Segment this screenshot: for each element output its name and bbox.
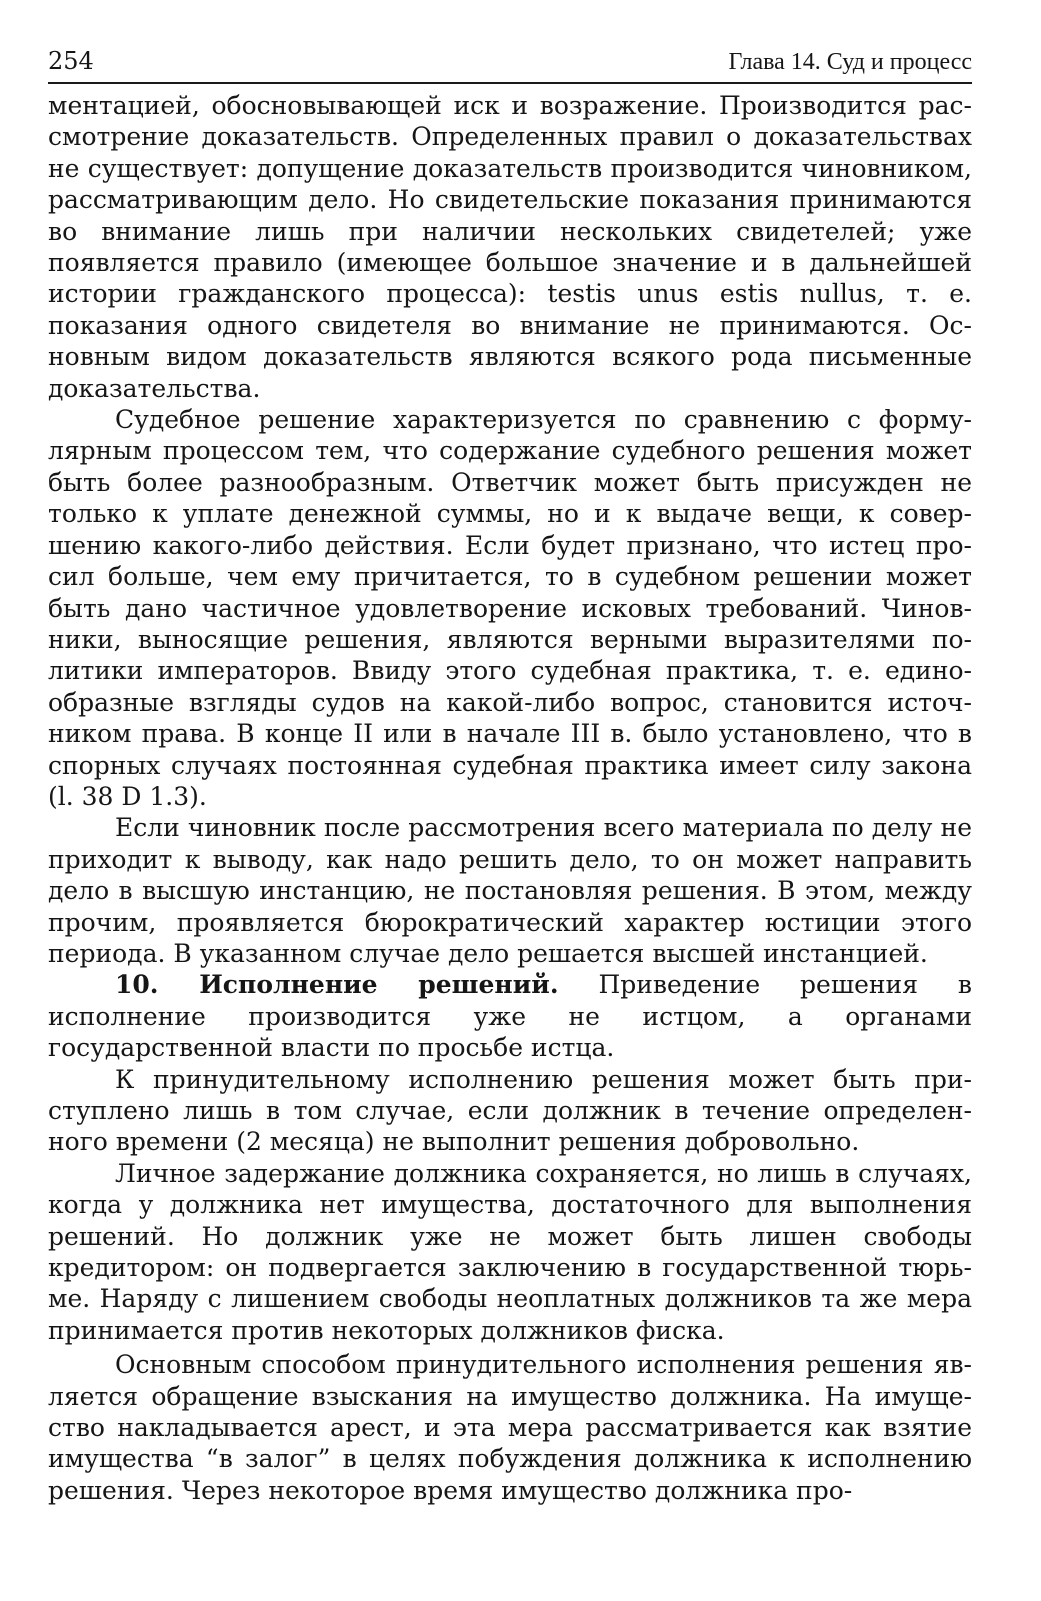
paragraph-property-seizure: Основным способом принудительного исполнения решения является обращение взыскания на имущество должника. На имущество накладывается арест, и эта мера рассматривается как взятие имущества “в залог” в целях побуждения должника к исполнению решения. Через некоторое время имущество должника про- [48,1350,972,1505]
running-header [48,40,972,84]
book-page [48,40,972,1506]
section-execution-paragraph [48,969,972,1063]
paragraph-personal-detention: Личное задержание должника сохраняется, но лишь в случаях, когда у должника нет имущества, достаточного для выполнения решений. Но должник уже не может быть лишен свободы кредитором: он подвергается заключению в государственной тюрьме. Наряду с лишением свободы неоплатных должников та же мера принимается против некоторых должников фиска. [48,1158,972,1345]
paragraph-evidence: ментацией, обосновывающей иск и возражение. Производится рассмотрение доказательств. Определенных правил о доказательствах не существует: допущение доказательств производится чиновником, рассматривающим дело. Но свидетельские показания принимаются во внимание лишь при наличии нескольких свидетелей; уже появляется правило (имеющее большое значение и в дальнейшей истории гражданского процесса): testis unus estis nullus, т. е. показания одного свидетеля во внимание не принимаются. Основным видом доказательств являются всякого рода письменные доказательства. [48,91,972,403]
section-lead-text: Приведение решения в исполнение производится уже не истцом, а органами государственной власти по просьбе истца. [48,970,972,1063]
body-text [48,90,972,1506]
paragraph-compulsory-execution: К принудительному исполнению решения может быть приступлено лишь в том случае, если должник в течение определенного времени (2 месяца) не выполнит решения добровольно. [48,1064,972,1157]
section-heading: 10. Исполнение решений. [115,970,559,1000]
chapter-title: Глава 14. Суд и процесс [728,49,972,75]
page-number: 254 [48,47,94,75]
paragraph-higher-instance: Если чиновник после рассмотрения всего материала по делу не приходит к выводу, как надо решить дело, то он может направить дело в высшую инстанцию, не постановляя решения. В этом, между прочим, проявляется бюрократический характер юстиции этого периода. В указанном случае дело решается высшей инстанцией. [48,813,972,968]
paragraph-judgment: Судебное решение характеризуется по сравнению с формулярным процессом тем, что содержание судебного решения может быть более разнообразным. Ответчик может быть присужден не только к уплате денежной суммы, но и к выдаче вещи, к совершению какого-либо действия. Если будет признано, что истец просил больше, чем ему причитается, то в судебном решении может быть дано частичное удовлетворение исковых требований. Чиновники, выносящие решения, являются верными выразителями политики императоров. Ввиду этого судебная практика, т. е. единообразные взгляды судов на какой-либо вопрос, становится источником права. В конце II или в начале III в. было установлено, что в спорных случаях постоянная судебная практика имеет силу закона (l. 38 D 1.3). [48,405,972,811]
